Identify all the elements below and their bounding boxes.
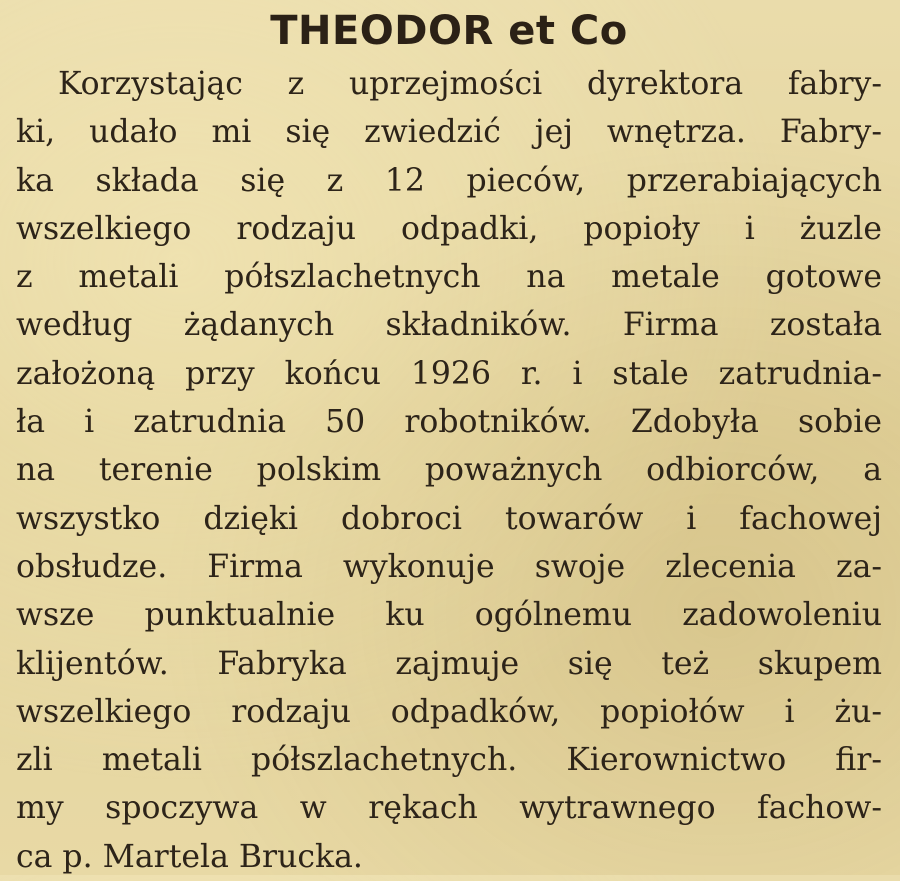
article-line: założoną przy końcu 1926 r. i stale zatrudnia- [16,355,882,392]
article-line: wsze punktualnie ku ogólnemu zadowoleniu [16,597,882,634]
article-line: klijentów. Fabryka zajmuje się też skupem [16,645,882,682]
article-line: wszelkiego rodzaju odpadków, popiołów i żu- [16,693,882,730]
article-line: ła i zatrudnia 50 robotników. Zdobyła sobie [16,404,882,441]
article-line: z metali półszlachetnych na metale gotowe [16,259,882,296]
article-line: Korzystając z uprzejmości dyrektora fabry- [58,66,882,102]
article-line: my spoczywa w rękach wytrawnego fachow- [16,790,882,827]
article-line: wszelkiego rodzaju odpadki, popioły i żuzle [16,210,882,247]
article-line: według żądanych składników. Firma została [16,307,882,344]
article-line: wszystko dzięki dobroci towarów i fachowej [16,500,882,537]
article-line: ca p. Martela Brucka. [16,838,363,875]
article-line: ka składa się z 12 pieców, przerabiających [16,162,882,199]
article-line: obsłudze. Firma wykonuje swoje zlecenia za- [16,548,882,585]
article-line: na terenie polskim poważnych odbiorców, a [16,452,882,489]
article-line: ki, udało mi się zwiedzić jej wnętrza. Fabry- [16,114,882,151]
article-line: zli metali półszlachetnych. Kierownictwo fir- [16,742,882,779]
article-title: THEODOR et Co [270,8,628,54]
article-body [16,60,882,881]
